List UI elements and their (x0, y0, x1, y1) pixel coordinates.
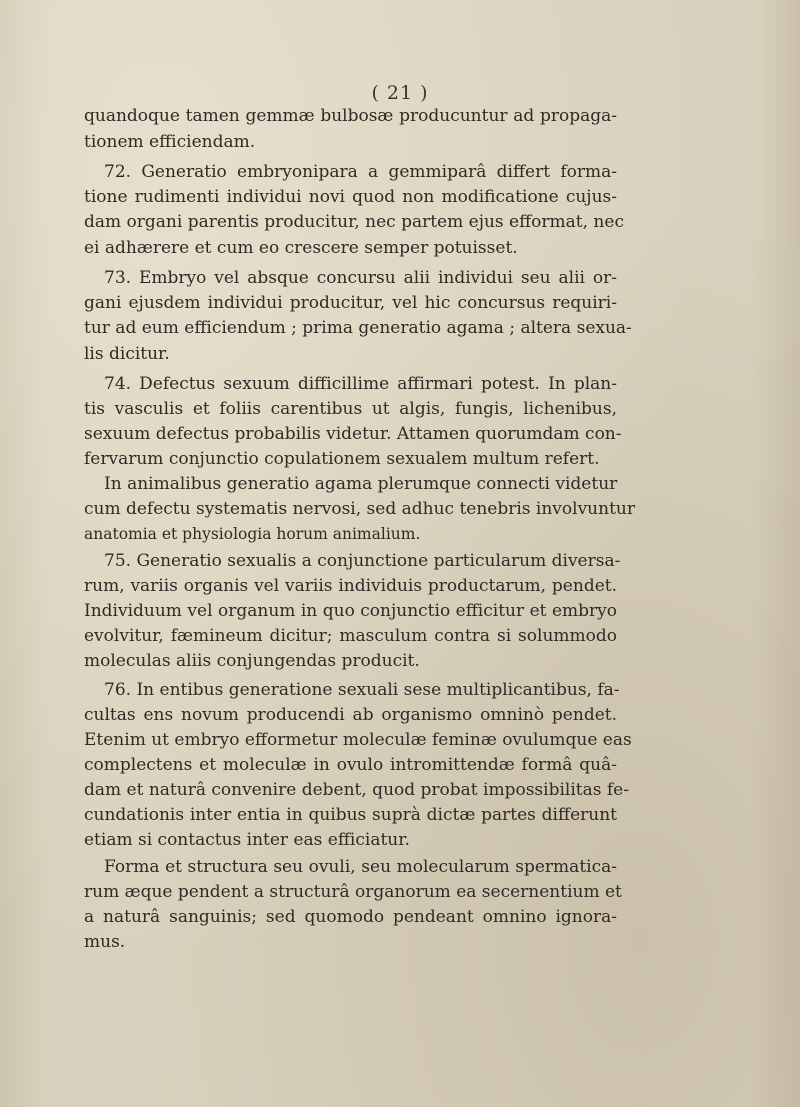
text-line: gani ejusdem individui producitur, vel hic concursus requiri- (84, 293, 617, 313)
text-line: mus. (84, 932, 126, 952)
text-line: rum, variis organis vel variis individuis productarum, pendet. (84, 576, 617, 596)
text-line: Forma et structura seu ovuli, seu molecularum spermatica- (104, 857, 617, 877)
text-line: a naturâ sanguinis; sed quomodo pendeant omnino ignora- (84, 907, 617, 927)
text-line: anatomia et physiologia horum animalium. (84, 525, 421, 543)
text-line: 73. Embryo vel absque concursu alii individui seu alii or- (104, 268, 617, 288)
page-number: ( 21 ) (371, 82, 429, 104)
text-line: lis dicitur. (84, 344, 170, 364)
text-line: evolvitur, fæmineum dicitur; masculum contra si solummodo (84, 626, 617, 646)
text-line: ei adhærere et cum eo crescere semper potuisset. (84, 238, 518, 258)
text-line: In animalibus generatio agama plerumque connecti videtur (104, 474, 618, 494)
text-line: 76. In entibus generatione sexuali sese multiplicantibus, fa- (104, 680, 620, 700)
text-line: 74. Defectus sexuum difficillime affirmari potest. In plan- (104, 374, 617, 394)
text-line: cultas ens novum producendi ab organismo omninò pendet. (84, 705, 617, 725)
text-line: rum æque pendent a structurâ organorum ea secernentium et (84, 882, 622, 902)
text-line: etiam si contactus inter eas efficiatur. (84, 830, 410, 850)
text-line: 72. Generatio embryonipara a gemmiparâ differt forma- (104, 162, 617, 182)
text-line: moleculas aliis conjungendas producit. (84, 651, 420, 671)
text-line: 75. Generatio sexualis a conjunctione particularum diversa- (104, 551, 621, 571)
text-line: complectens et moleculæ in ovulo intromittendæ formâ quâ- (84, 755, 617, 775)
text-line: cum defectu systematis nervosi, sed adhuc tenebris involvuntur (84, 499, 635, 519)
text-line: tis vasculis et foliis carentibus ut algis, fungis, lichenibus, (84, 399, 617, 419)
text-line: cundationis inter entia in quibus suprà dictæ partes differunt (84, 805, 617, 825)
text-line: tionem efficiendam. (84, 132, 256, 152)
text-line: Individuum vel organum in quo conjunctio efficitur et embryo (84, 601, 617, 621)
text-line: dam et naturâ convenire debent, quod probat impossibilitas fe- (84, 780, 629, 800)
text-line: Etenim ut embryo efformetur moleculæ feminæ ovulumque eas (84, 730, 632, 750)
text-line: sexuum defectus probabilis videtur. Attamen quorumdam con- (84, 424, 622, 444)
text-line: fervarum conjunctio copulationem sexualem multum refert. (84, 449, 600, 469)
text-line: tur ad eum efficiendum ; prima generatio agama ; altera sexua- (84, 318, 632, 338)
text-line: dam organi parentis producitur, nec partem ejus efformat, nec (84, 212, 624, 232)
text-line: quandoque tamen gemmæ bulbosæ producuntur ad propaga- (84, 106, 617, 126)
text-line: tione rudimenti individui novi quod non modificatione cujus- (84, 187, 617, 207)
